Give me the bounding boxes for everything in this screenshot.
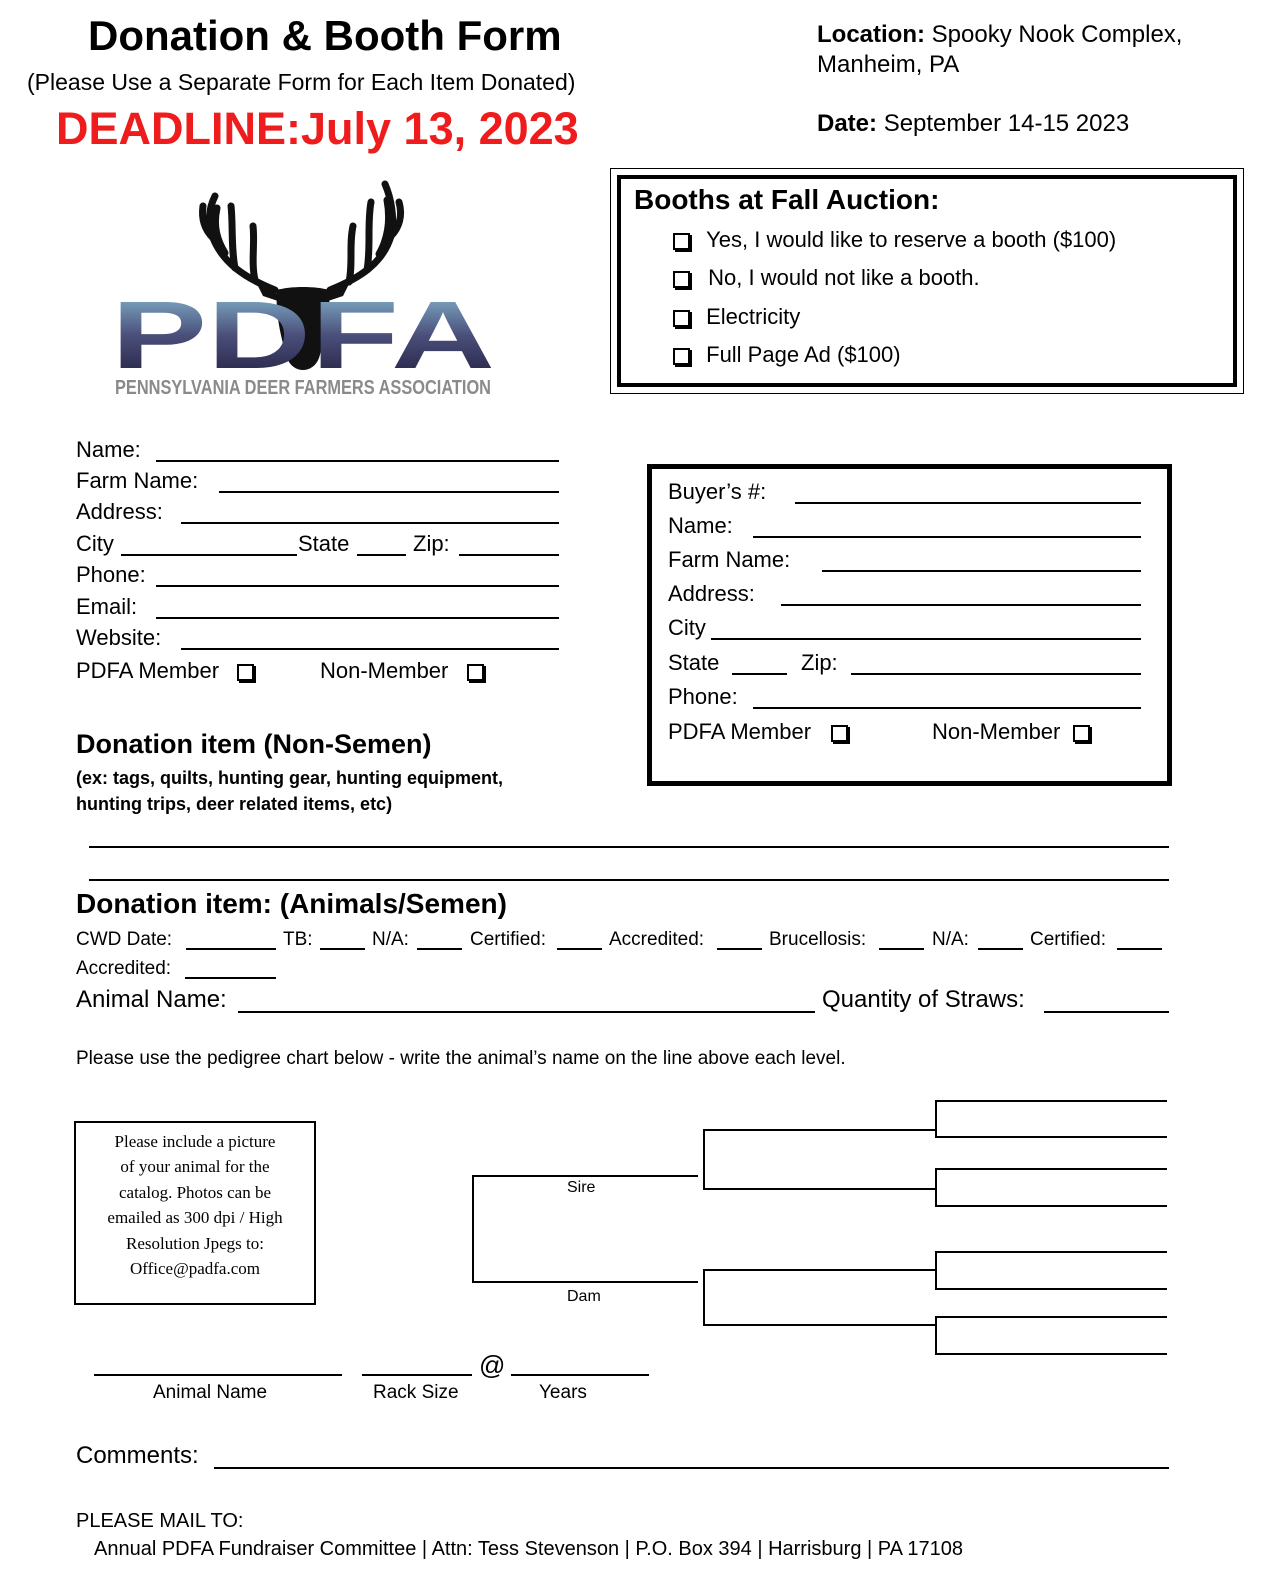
pedigree-ggp-line[interactable] — [935, 1136, 1167, 1138]
photo-line: emailed as 300 dpi / High — [107, 1208, 283, 1228]
buyer-city-field[interactable] — [711, 638, 1141, 640]
pedigree-ggp-vertical — [935, 1316, 937, 1355]
donor-farm-field[interactable] — [219, 491, 559, 493]
photo-line: Resolution Jpegs to: — [126, 1233, 264, 1253]
checkbox[interactable] — [673, 348, 690, 365]
booth-option-label: No, I would not like a booth. — [708, 265, 980, 290]
non-semen-examples-2: hunting trips, deer related items, etc) — [76, 794, 393, 814]
event-date — [817, 112, 1129, 136]
buyer-state-label: State — [668, 650, 720, 675]
donor-email-field[interactable] — [156, 617, 559, 619]
date-label: Date: — [817, 110, 878, 137]
donor-phone-field[interactable] — [156, 585, 559, 587]
buyer-phone-field[interactable] — [753, 707, 1141, 709]
pedigree-granddam-line[interactable] — [703, 1188, 935, 1190]
pedigree-ggp-line[interactable] — [935, 1353, 1167, 1355]
buyer-number-label: Buyer’s #: — [668, 479, 767, 504]
buyer-city-label: City — [668, 615, 706, 640]
booth-option-ad[interactable] — [673, 344, 901, 366]
pdfa-logo — [105, 178, 505, 403]
checkbox[interactable] — [673, 233, 690, 250]
booths-title: Booths at Fall Auction: — [634, 184, 940, 215]
checkbox[interactable] — [831, 725, 848, 742]
buyer-farm-field[interactable] — [822, 570, 1141, 572]
form-subtitle: (Please Use a Separate Form for Each Item Donated) — [27, 69, 576, 95]
pedigree-sire-vertical — [703, 1129, 705, 1190]
accredited-field-1[interactable] — [717, 948, 762, 950]
pedigree-dam-line[interactable] — [472, 1281, 698, 1283]
donor-address-field[interactable] — [181, 522, 559, 524]
donor-state-label: State — [298, 531, 350, 556]
animal-name-caption: Animal Name — [153, 1382, 268, 1403]
animals-heading: Donation item: (Animals/Semen) — [76, 888, 507, 919]
pedigree-ggp-line[interactable] — [935, 1288, 1167, 1290]
location — [817, 23, 1182, 47]
checkbox[interactable] — [1073, 725, 1090, 742]
location-line1: Spooky Nook Complex, — [931, 21, 1183, 48]
pedigree-main-vertical — [472, 1175, 474, 1283]
pedigree-ggp-line[interactable] — [935, 1251, 1167, 1253]
checkbox[interactable] — [673, 310, 690, 327]
na-field-2[interactable] — [978, 948, 1023, 950]
cwd-date-label: CWD Date: — [76, 929, 173, 950]
form-title: Donation & Booth Form — [88, 12, 562, 59]
buyer-phone-label: Phone: — [668, 684, 738, 709]
animal-name-field[interactable] — [238, 1011, 815, 1013]
donor-farm-label: Farm Name: — [76, 468, 199, 493]
buyer-name-label: Name: — [668, 513, 733, 538]
photo-instructions-text — [74, 1129, 316, 1281]
buyer-nonmember-option[interactable] — [932, 721, 1090, 743]
date-value: September 14-15 2023 — [883, 110, 1130, 137]
pedigree-grandsire-line[interactable] — [703, 1129, 935, 1131]
antlers-icon — [202, 184, 400, 290]
member-label: PDFA Member — [76, 658, 220, 683]
na-label-1: N/A: — [372, 929, 409, 950]
pedigree-ggp-vertical — [935, 1251, 937, 1290]
certified-label-1: Certified: — [470, 929, 547, 950]
buyer-farm-label: Farm Name: — [668, 547, 791, 572]
buyer-number-field[interactable] — [795, 502, 1141, 504]
member-label: PDFA Member — [668, 719, 812, 744]
checkbox[interactable] — [237, 664, 254, 681]
pedigree-ggp-line[interactable] — [935, 1316, 1167, 1318]
booth-option-yes[interactable] — [673, 229, 1116, 251]
buyer-address-label: Address: — [668, 581, 755, 606]
rack-size-field[interactable] — [362, 1374, 472, 1376]
pedigree-dam-vertical — [703, 1269, 705, 1326]
tb-label: TB: — [283, 929, 313, 950]
location-line2: Manheim, PA — [817, 51, 960, 78]
donor-state-field[interactable] — [357, 554, 406, 556]
na-field-1[interactable] — [417, 948, 462, 950]
years-caption: Years — [539, 1382, 587, 1403]
pedigree-sire-line[interactable] — [472, 1175, 698, 1177]
brucellosis-label: Brucellosis: — [769, 929, 867, 950]
location-label: Location: — [817, 21, 925, 48]
photo-line: catalog. Photos can be — [118, 1182, 271, 1202]
booth-option-label: Yes, I would like to reserve a booth ($100) — [706, 227, 1117, 252]
mail-address: Annual PDFA Fundraiser Committee | Attn: Tess Stevenson | P.O. Box 394 | Harrisburg | PA 17108 — [94, 1538, 964, 1560]
donor-city-field[interactable] — [121, 554, 297, 556]
comments-field[interactable] — [214, 1467, 1169, 1469]
donor-website-label: Website: — [76, 625, 162, 650]
pedigree-ggp-line[interactable] — [935, 1205, 1167, 1207]
certified-field-1[interactable] — [557, 948, 602, 950]
non-member-label: Non-Member — [320, 658, 449, 683]
pedigree-ggp-vertical — [935, 1100, 937, 1138]
checkbox[interactable] — [673, 271, 690, 288]
pedigree-grandsire-line[interactable] — [703, 1269, 935, 1271]
donor-nonmember-option[interactable] — [320, 660, 484, 682]
photo-line: of your animal for the — [120, 1157, 270, 1177]
logo-letters: PDFA — [111, 282, 495, 389]
donor-address-label: Address: — [76, 499, 163, 524]
booth-option-no[interactable] — [673, 267, 980, 289]
donor-name-field[interactable] — [156, 460, 559, 462]
brucellosis-field[interactable] — [879, 948, 924, 950]
na-label-2: N/A: — [932, 929, 969, 950]
mail-to-label: PLEASE MAIL TO: — [76, 1510, 244, 1532]
buyer-state-field[interactable] — [732, 673, 787, 675]
buyer-address-field[interactable] — [781, 604, 1141, 606]
donor-city-label: City — [76, 531, 114, 556]
pedigree-ggp-vertical — [935, 1168, 937, 1207]
donor-zip-field[interactable] — [459, 554, 559, 556]
non-semen-heading: Donation item (Non-Semen) — [76, 729, 432, 759]
sire-label: Sire — [567, 1179, 596, 1196]
donor-email-label: Email: — [76, 594, 138, 619]
dam-label: Dam — [567, 1288, 601, 1305]
buyer-name-field[interactable] — [753, 536, 1141, 538]
logo-caption: PENNSYLVANIA DEER FARMERS ASSOCIATION — [115, 377, 491, 399]
bottom-animal-name-field[interactable] — [94, 1374, 342, 1376]
donor-name-label: Name: — [76, 437, 141, 462]
photo-line: Please include a picture — [114, 1132, 276, 1151]
straws-field[interactable] — [1044, 1011, 1169, 1013]
pedigree-note: Please use the pedigree chart below - write the animal’s name on the line above each level. — [76, 1048, 846, 1069]
donor-zip-label: Zip: — [413, 531, 450, 556]
booth-option-label: Electricity — [706, 304, 801, 329]
accredited-label-2: Accredited: — [76, 958, 172, 979]
donor-member-option[interactable] — [76, 660, 254, 682]
years-field[interactable] — [511, 1374, 649, 1376]
buyer-zip-label: Zip: — [801, 650, 838, 675]
donor-phone-label: Phone: — [76, 562, 146, 587]
checkbox[interactable] — [467, 664, 484, 681]
certified-field-2[interactable] — [1117, 948, 1162, 950]
accredited-label-1: Accredited: — [609, 929, 705, 950]
rack-size-caption: Rack Size — [373, 1382, 459, 1403]
animal-name-label: Animal Name: — [76, 986, 227, 1013]
booth-option-electricity[interactable] — [673, 306, 800, 328]
pedigree-ggp-line[interactable] — [935, 1168, 1167, 1170]
at-symbol: @ — [479, 1350, 506, 1380]
booth-option-label: Full Page Ad ($100) — [706, 342, 901, 367]
deer-logo-graphic — [105, 178, 505, 403]
buyer-member-option[interactable] — [668, 721, 848, 743]
straws-label: Quantity of Straws: — [822, 986, 1025, 1013]
donor-website-field[interactable] — [181, 648, 559, 650]
buyer-zip-field[interactable] — [851, 673, 1141, 675]
non-semen-description-line-1[interactable] — [89, 846, 1169, 848]
non-semen-description-line-2[interactable] — [89, 879, 1169, 881]
cwd-date-field[interactable] — [186, 948, 276, 950]
non-semen-examples-1: (ex: tags, quilts, hunting gear, hunting equipment, — [76, 768, 503, 788]
accredited-field-2[interactable] — [185, 977, 276, 979]
comments-label: Comments: — [76, 1442, 199, 1469]
pedigree-granddam-line[interactable] — [703, 1324, 935, 1326]
photo-email: Office@padfa.com — [129, 1259, 261, 1279]
non-member-label: Non-Member — [932, 719, 1061, 744]
deadline: DEADLINE:July 13, 2023 — [56, 103, 579, 154]
tb-field[interactable] — [320, 948, 365, 950]
pedigree-ggp-line[interactable] — [935, 1100, 1167, 1102]
certified-label-2: Certified: — [1030, 929, 1107, 950]
